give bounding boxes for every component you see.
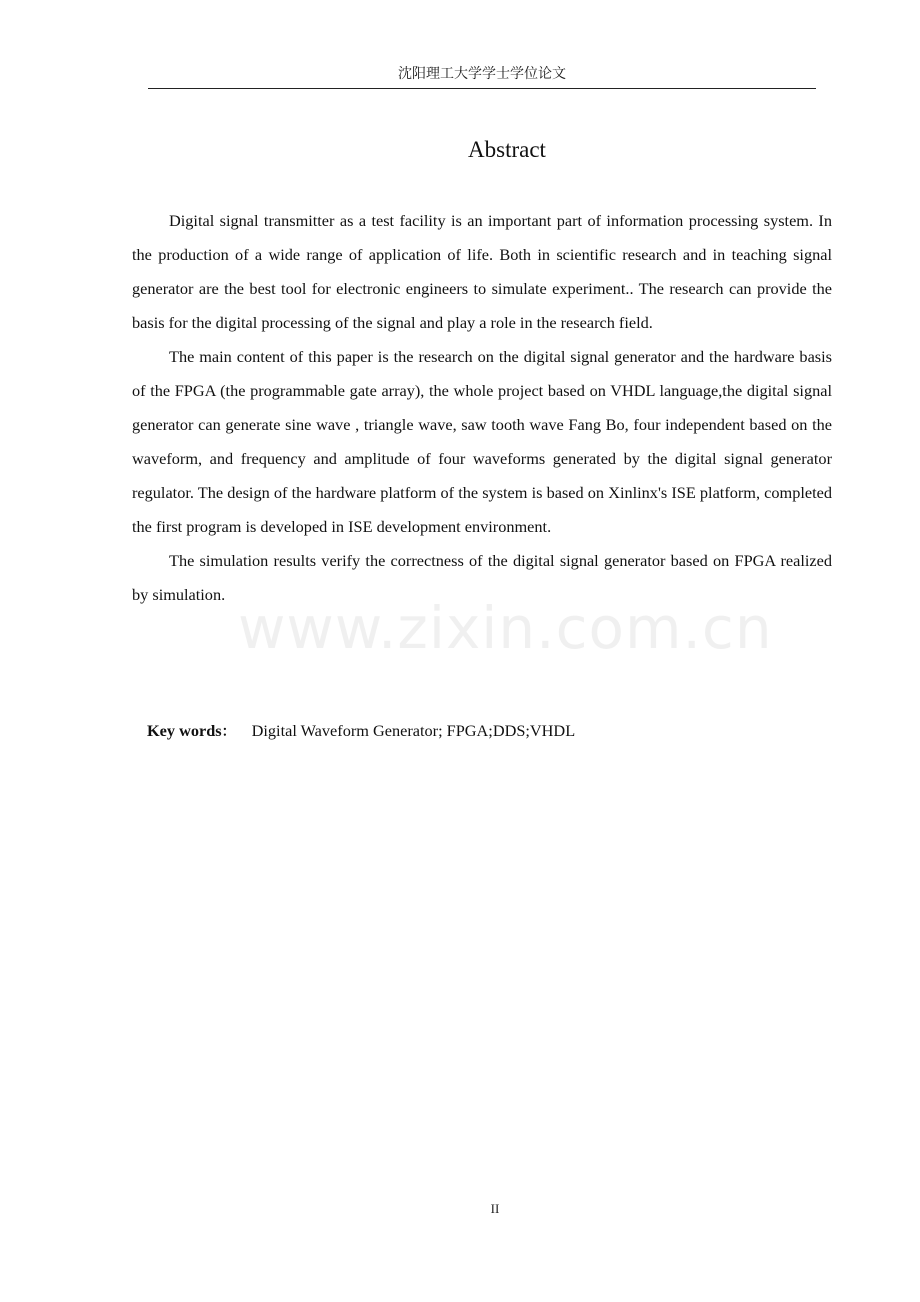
abstract-paragraph-1: Digital signal transmitter as a test facility is an important part of information processing system. In the production of a wide range of application of life. Both in scientific research and in teaching signal generator are the best tool for electronic engineers to simulate experiment.. The research can provide the basis for the digital processing of the signal and play a role in the research field.	[132, 211, 832, 332]
keywords-label: Key words	[147, 721, 222, 740]
watermark: www.zixin.com.cn	[238, 594, 773, 662]
header-rule	[148, 88, 816, 89]
keywords-line	[147, 714, 847, 749]
page-number: II	[490, 1201, 500, 1216]
abstract-paragraph-3: The simulation results verify the correctness of the digital signal generator based on FPGA realized by simulation.	[132, 551, 832, 604]
abstract-body	[132, 204, 832, 612]
running-header: 沈阳理工大学学士学位论文	[398, 66, 566, 82]
abstract-paragraph-2: The main content of this paper is the research on the digital signal generator and the hardware basis of the FPGA (the programmable gate array), the whole project based on VHDL language,the digital signal generator can generate sine wave , triangle wave, saw tooth wave Fang Bo, four independent based on the waveform, and frequency and amplitude of four waveforms generated by the digital signal generator regulator. The design of the hardware platform of the system is based on Xinlinx's ISE platform, completed the first program is developed in ISE development environment.	[132, 347, 832, 536]
keywords-value: Digital Waveform Generator; FPGA;DDS;VHDL	[251, 721, 576, 740]
keywords-separator: ：	[221, 724, 236, 740]
abstract-title: Abstract	[468, 137, 546, 162]
